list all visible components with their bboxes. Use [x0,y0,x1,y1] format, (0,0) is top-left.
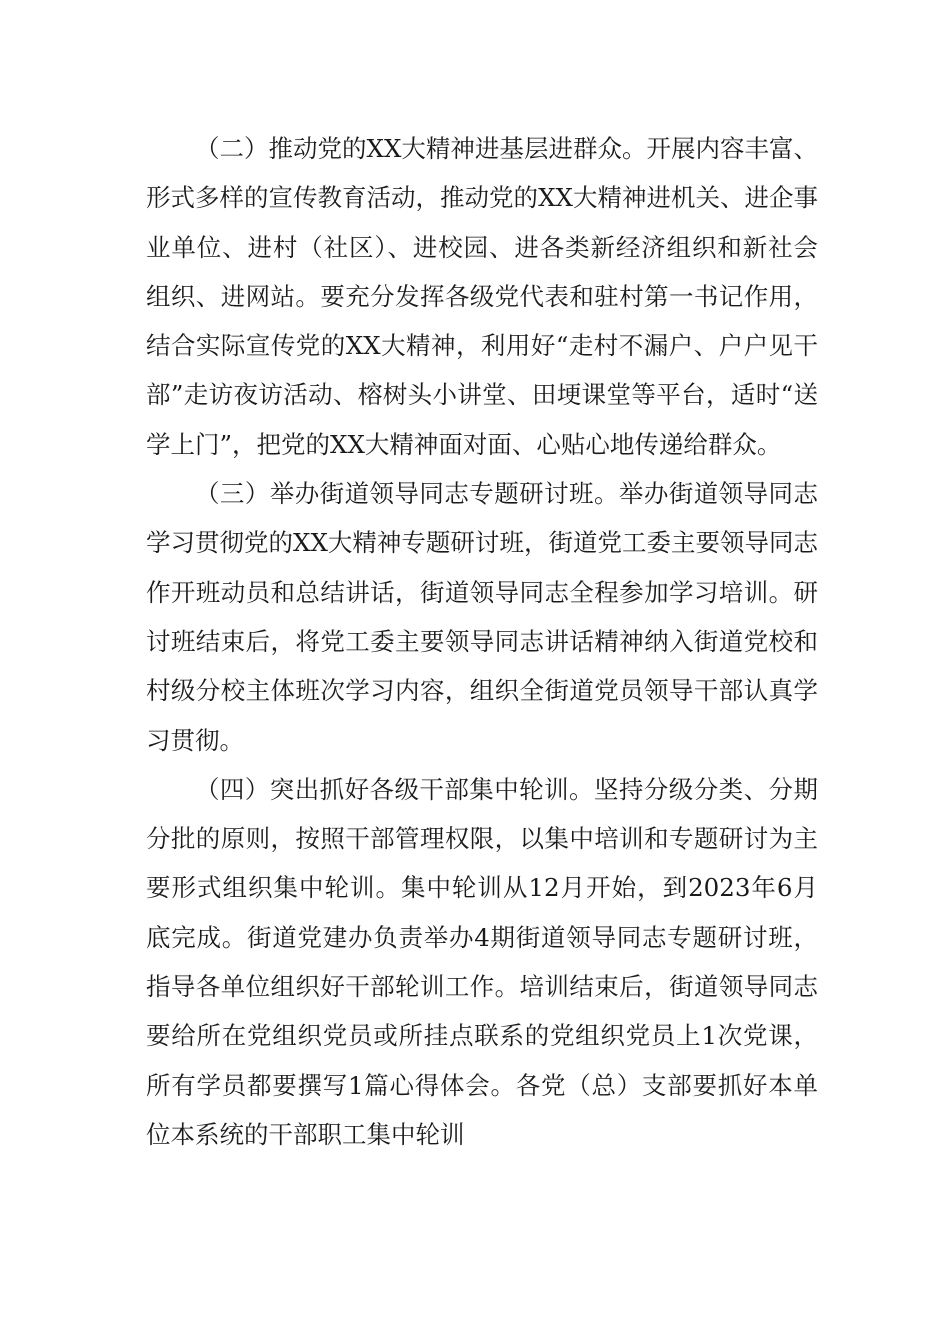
document-body [146,124,818,1159]
paragraph-cadre-training: （四）突出抓好各级干部集中轮训。坚持分级分类、分期分批的原则，按照干部管理权限，以集中培训和专题研讨为主要形式组织集中轮训。集中轮训从12月开始，到2023年6月底完成。街道党建办负责举办4期街道领导同志专题研讨班，指导各单位组织好干部轮训工作。培训结束后，街道领导同志要给所在党组织党员或所挂点联系的党组织党员上1次党课，所有学员都要撰写1篇心得体会。各党（总）支部要抓好本单位本系统的干部职工集中轮训 [146,774,818,1149]
paragraph-seminar: （三）举办街道领导同志专题研讨班。举办街道领导同志学习贯彻党的XX大精神专题研讨班，街道党工委主要领导同志作开班动员和总结讲话，街道领导同志全程参加学习培训。研讨班结束后，将党工委主要领导同志讲话精神纳入街道党校和村级分校主体班次学习内容，组织全街道党员领导干部认真学习贯彻。 [146,479,818,755]
paragraph-promote-grassroots: （二）推动党的XX大精神进基层进群众。开展内容丰富、形式多样的宣传教育活动，推动党的XX大精神进机关、进企事业单位、进村（社区）、进校园、进各类新经济组织和新社会组织、进网站。要充分发挥各级党代表和驻村第一书记作用，结合实际宣传党的XX大精神，利用好“走村不漏户、户户见干部”走访夜访活动、榕树头小讲堂、田埂课堂等平台，适时“送学上门”，把党的XX大精神面对面、心贴心地传递给群众。 [146,134,818,459]
